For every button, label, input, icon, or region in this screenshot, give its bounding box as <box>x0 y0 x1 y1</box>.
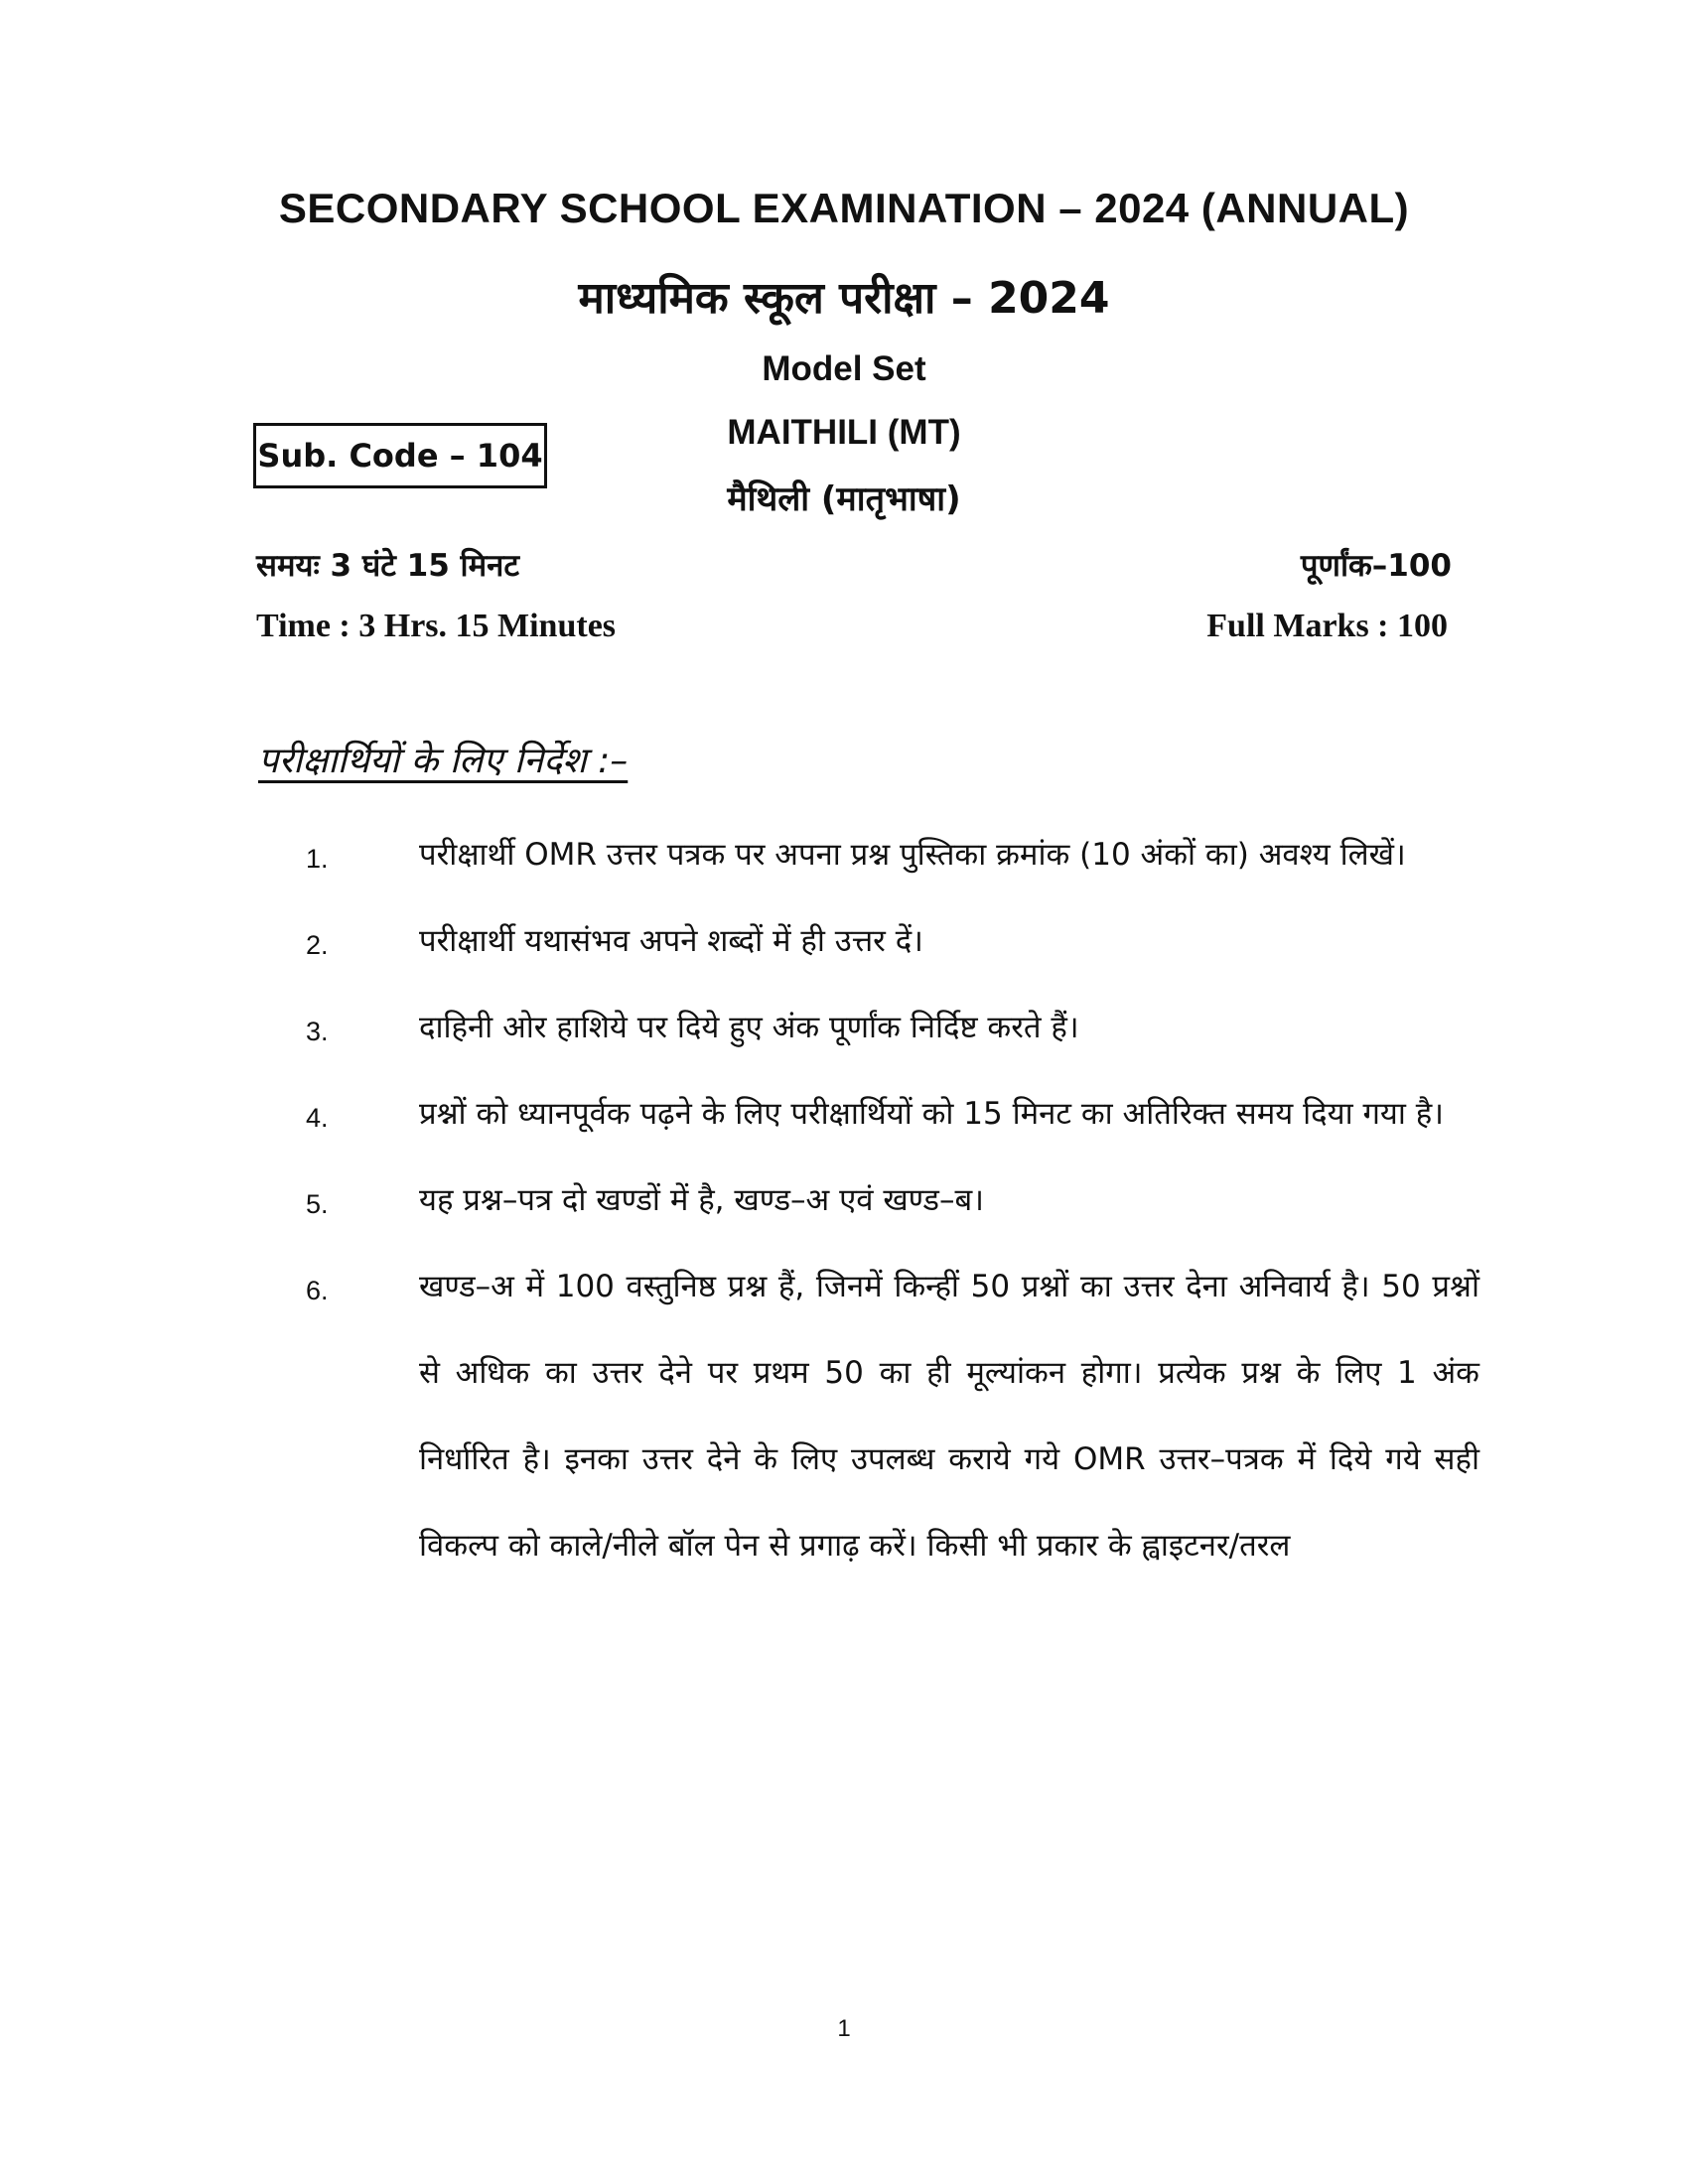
instruction-text: परीक्षार्थी यथासंभव अपने शब्दों में ही उत्तर दें। <box>419 923 923 959</box>
model-set-label: Model Set <box>762 349 926 388</box>
subject-name-english: MAITHILI (MT) <box>727 413 961 452</box>
instruction-text: दाहिनी ओर हाशिये पर दिये हुए अंक पूर्णांक निर्दिष्ट करते हैं। <box>419 1010 1079 1045</box>
instruction-item-5 <box>298 1158 1479 1244</box>
instruction-text: प्रश्नों को ध्यानपूर्वक पढ़ने के लिए परीक्षार्थियों को 15 मिनट का अतिरिक्त समय दिया गया है। <box>419 1096 1444 1132</box>
instruction-number: 2. <box>306 930 329 960</box>
subject-code-text: Sub. Code – 104 <box>257 437 543 475</box>
full-marks-english: Full Marks : 100 <box>1206 608 1448 644</box>
page-number: 1 <box>837 2015 851 2042</box>
instruction-item-3 <box>298 985 1479 1071</box>
instruction-text: यह प्रश्न–पत्र दो खण्डों में है, खण्ड–अ एवं खण्ड–ब। <box>419 1182 984 1218</box>
duration-english: Time : 3 Hrs. 15 Minutes <box>256 608 617 644</box>
instruction-number: 6. <box>306 1276 329 1305</box>
instruction-item-2 <box>298 898 1479 985</box>
instruction-text: परीक्षार्थी OMR उत्तर पत्रक पर अपना प्रश्न पुस्तिका क्रमांक (10 अंकों का) अवश्य लिखें। <box>419 837 1406 873</box>
instruction-text: खण्ड–अ में 100 वस्तुनिष्ठ प्रश्न हैं, जिनमें किन्हीं 50 प्रश्नों का उत्तर देना अनिवार्य है। 50 प्रश्नों से अधिक का उत्तर देने पर प्रथम 50 का ही मूल्यांकन होगा। प्रत्येक प्रश्न के लिए 1 अंक निर्धारित है। इनका उत्तर देने के लिए उपलब्ध कराये गये OMR उत्तर–पत्रक में दिये गये सही विकल्प को काले/नीले बॉल पेन से प्रगाढ़ करें। किसी भी प्रकार के ह्वाइटनर/तरल <box>419 1269 1479 1564</box>
instructions-heading: परीक्षार्थियों के लिए निर्देश :– <box>258 741 629 781</box>
instruction-item-1 <box>298 812 1479 898</box>
instruction-number: 1. <box>306 844 329 874</box>
full-marks-hindi: पूर्णांक–100 <box>1300 548 1452 584</box>
instructions-list <box>298 812 1479 1589</box>
subject-name-hindi: मैथिली (मातृभाषा) <box>727 479 961 519</box>
exam-title-hindi: माध्यमिक स्कूल परीक्षा – 2024 <box>578 273 1110 324</box>
duration-hindi: समयः 3 घंटे 15 मिनट <box>256 548 519 584</box>
instruction-item-4 <box>298 1071 1479 1158</box>
instruction-number: 5. <box>306 1189 329 1219</box>
instruction-item-6 <box>298 1244 1479 1589</box>
instruction-number: 4. <box>306 1103 329 1133</box>
exam-title-english: SECONDARY SCHOOL EXAMINATION – 2024 (ANNUAL) <box>278 185 1410 231</box>
instruction-number: 3. <box>306 1017 329 1046</box>
